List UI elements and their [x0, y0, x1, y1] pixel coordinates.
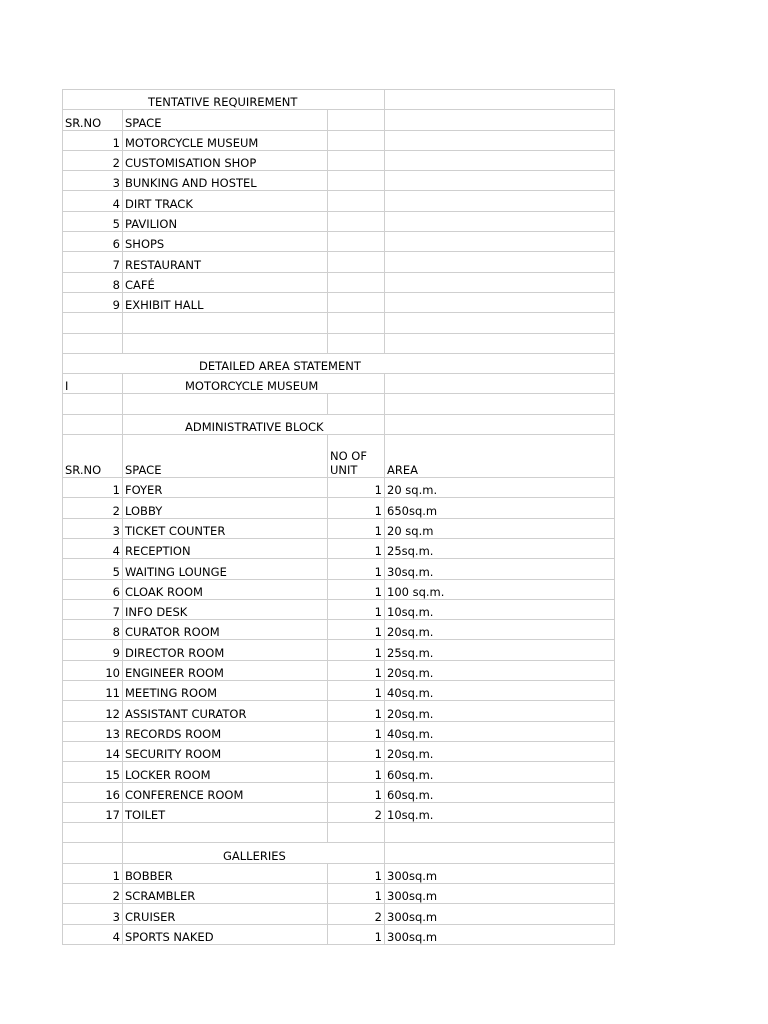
table-row: 17 TOILET 2 10sq.m.	[63, 802, 615, 822]
area-statement-sheet	[62, 89, 615, 945]
table-row: 10 ENGINEER ROOM 1 20sq.m.	[63, 660, 615, 680]
tentative-title: TENTATIVE REQUIREMENT	[63, 90, 385, 110]
empty-row	[63, 823, 615, 843]
col-srno-header: SR.NO	[63, 435, 123, 478]
tentative-title-row	[63, 90, 615, 110]
table-row: 2 CUSTOMISATION SHOP	[63, 150, 615, 170]
table-row: 8 CURATOR ROOM 1 20sq.m.	[63, 620, 615, 640]
table-row: 7 RESTAURANT	[63, 252, 615, 272]
table-row: 4 SPORTS NAKED 1 300sq.m	[63, 924, 615, 944]
col-srno-header: SR.NO	[63, 110, 123, 130]
admin-title-row	[63, 414, 615, 434]
table-row: 8 CAFÉ	[63, 272, 615, 292]
table-row: 1 BOBBER 1 300sq.m	[63, 863, 615, 883]
galleries-title-row	[63, 843, 615, 863]
table-row: 3 CRUISER 2 300sq.m	[63, 904, 615, 924]
table-row: 4 RECEPTION 1 25sq.m.	[63, 538, 615, 558]
table-row: 4 DIRT TRACK	[63, 191, 615, 211]
section-title: MOTORCYCLE MUSEUM	[123, 374, 385, 394]
table-row: 2 SCRAMBLER 1 300sq.m	[63, 883, 615, 903]
table-row: 16 CONFERENCE ROOM 1 60sq.m.	[63, 782, 615, 802]
table-row: 9 DIRECTOR ROOM 1 25sq.m.	[63, 640, 615, 660]
table-row: 11 MEETING ROOM 1 40sq.m.	[63, 681, 615, 701]
table-row: 13 RECORDS ROOM 1 40sq.m.	[63, 721, 615, 741]
tentative-header-row	[63, 110, 615, 130]
table-row: 6 CLOAK ROOM 1 100 sq.m.	[63, 579, 615, 599]
table-row: 6 SHOPS	[63, 232, 615, 252]
col-units-header: NO OF UNIT	[328, 435, 385, 478]
detailed-title-row	[63, 353, 615, 373]
table-row: 12 ASSISTANT CURATOR 1 20sq.m.	[63, 701, 615, 721]
empty-row	[63, 333, 615, 353]
table-row: 1 FOYER 1 20 sq.m.	[63, 478, 615, 498]
col-space-header: SPACE	[123, 435, 328, 478]
empty-row	[63, 313, 615, 333]
section-number: I	[63, 374, 123, 394]
table-row: 3 TICKET COUNTER 1 20 sq.m	[63, 518, 615, 538]
table-row: 5 WAITING LOUNGE 1 30sq.m.	[63, 559, 615, 579]
table-row: 15 LOCKER ROOM 1 60sq.m.	[63, 762, 615, 782]
col-area-header: AREA	[385, 435, 615, 478]
section-row	[63, 374, 615, 394]
table-row: 14 SECURITY ROOM 1 20sq.m.	[63, 741, 615, 761]
table-row: 9 EXHIBIT HALL	[63, 292, 615, 312]
detailed-title: DETAILED AREA STATEMENT	[63, 353, 615, 373]
table-row: 1 MOTORCYCLE MUSEUM	[63, 130, 615, 150]
table-row: 5 PAVILION	[63, 211, 615, 231]
table-row: 2 LOBBY 1 650sq.m	[63, 498, 615, 518]
table-row: 7 INFO DESK 1 10sq.m.	[63, 599, 615, 619]
galleries-title: GALLERIES	[123, 843, 385, 863]
admin-header-row	[63, 435, 615, 478]
col-space-header: SPACE	[123, 110, 328, 130]
empty-row	[63, 394, 615, 414]
table-row: 3 BUNKING AND HOSTEL	[63, 171, 615, 191]
admin-title: ADMINISTRATIVE BLOCK	[123, 414, 385, 434]
